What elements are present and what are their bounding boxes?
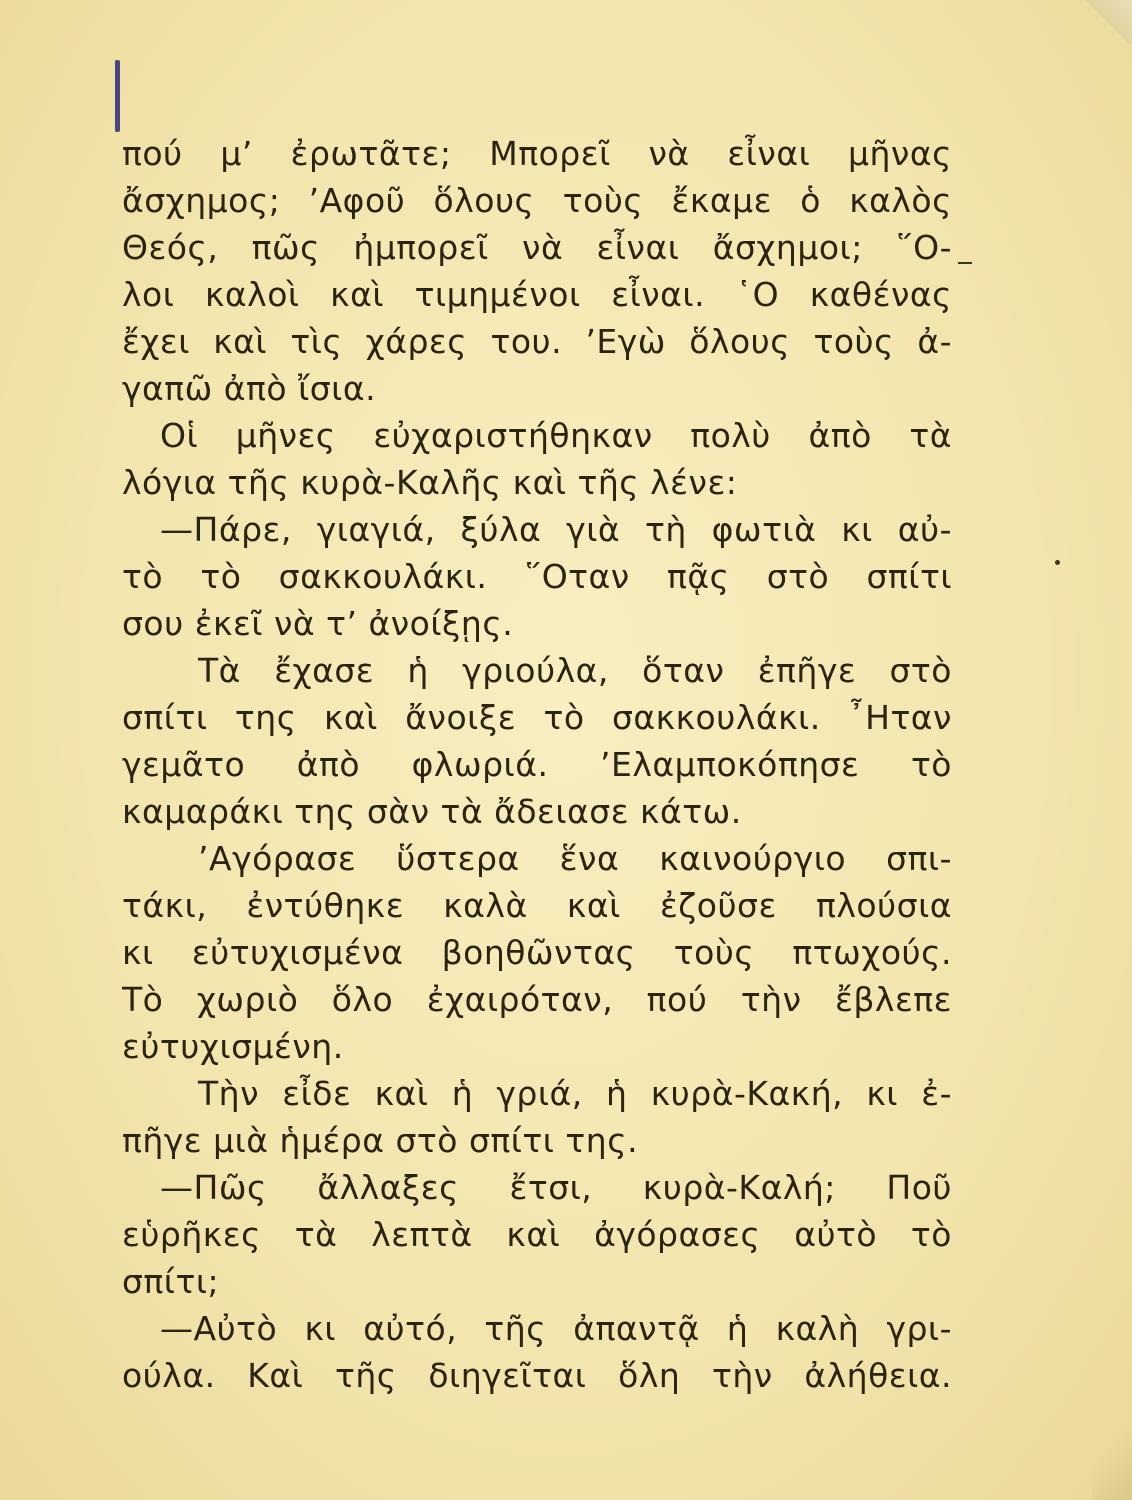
text-line: —Πάρε, γιαγιά, ξύλα γιὰ τὴ φωτιὰ κι αὐ- bbox=[160, 510, 952, 549]
text-line: Θεός, πῶς ἠμπορεῖ νὰ εἶναι ἄσχημοι; ῞Ο- bbox=[122, 228, 952, 267]
text-line: καμαράκι της σὰν τὰ ἄδειασε κάτω. bbox=[122, 792, 742, 831]
text-line: πού μ’ ἐρωτᾶτε; Μπορεῖ νὰ εἶναι μῆνας bbox=[122, 134, 952, 173]
text-line: τάκι, ἐντύθηκε καλὰ καὶ ἐζοῦσε πλούσια bbox=[122, 886, 952, 925]
text-line: σου ἐκεῖ νὰ τ’ ἀνοίξῃς. bbox=[122, 604, 514, 643]
margin-pencil-mark bbox=[115, 60, 120, 132]
page-corner-wear bbox=[1092, 1410, 1132, 1500]
text-line: —Αὐτὸ κι αὐτό, τῆς ἀπαντᾷ ἡ καλὴ γρι- bbox=[160, 1309, 952, 1348]
text-line: —Πῶς ἄλλαξες ἔτσι, κυρὰ-Καλή; Ποῦ bbox=[160, 1168, 952, 1207]
text-line: εὐτυχισμένη. bbox=[122, 1027, 344, 1066]
text-line: πῆγε μιὰ ἡμέρα στὸ σπίτι της. bbox=[122, 1121, 639, 1160]
text-line: γαπῶ ἀπὸ ἴσια. bbox=[122, 369, 377, 408]
text-line: ἄσχημος; ’Αφοῦ ὅλους τοὺς ἔκαμε ὁ καλὸς bbox=[122, 181, 952, 220]
text-line: Τὸ χωριὸ ὅλο ἐχαιρόταν, πού τὴν ἔβλεπε bbox=[122, 980, 952, 1019]
text-line: σπίτι της καὶ ἄνοιξε τὸ σακκουλάκι. ῏Ηταν bbox=[122, 698, 952, 737]
text-line: ούλα. Καὶ τῆς διηγεῖται ὅλη τὴν ἀλήθεια. bbox=[122, 1356, 952, 1395]
margin-dash-mark bbox=[958, 262, 972, 264]
text-line: γεμᾶτο ἀπὸ φλωριά. ’Ελαμποκόπησε τὸ bbox=[122, 745, 952, 784]
text-line: Τὴν εἶδε καὶ ἡ γριά, ἡ κυρὰ-Κακή, κι ἐ- bbox=[198, 1074, 952, 1113]
text-line: ’Αγόρασε ὕστερα ἕνα καινούργιο σπι- bbox=[198, 839, 952, 878]
text-line: κι εὐτυχισμένα βοηθῶντας τοὺς πτωχούς. bbox=[122, 933, 952, 972]
page-text bbox=[122, 130, 952, 1399]
text-line: λόγια τῆς κυρὰ-Καλῆς καὶ τῆς λένε: bbox=[122, 463, 738, 502]
text-line: Οἱ μῆνες εὐχαριστήθηκαν πολὺ ἀπὸ τὰ bbox=[160, 416, 952, 455]
text-line: εὑρῆκες τὰ λεπτὰ καὶ ἀγόρασες αὐτὸ τὸ bbox=[122, 1215, 952, 1254]
text-line: τὸ τὸ σακκουλάκι. ῞Οταν πᾷς στὸ σπίτι bbox=[122, 557, 952, 596]
margin-dot-mark bbox=[1055, 560, 1060, 565]
page-corner-fold bbox=[1084, 0, 1132, 44]
text-line: σπίτι; bbox=[122, 1262, 220, 1301]
text-line: ἔχει καὶ τὶς χάρες του. ’Εγὼ ὅλους τοὺς ἀ- bbox=[122, 322, 952, 361]
text-line: Τὰ ἔχασε ἡ γριούλα, ὅταν ἐπῆγε στὸ bbox=[198, 651, 952, 690]
text-line: λοι καλοὶ καὶ τιμημένοι εἶναι. ῾Ο καθένας bbox=[122, 275, 952, 314]
